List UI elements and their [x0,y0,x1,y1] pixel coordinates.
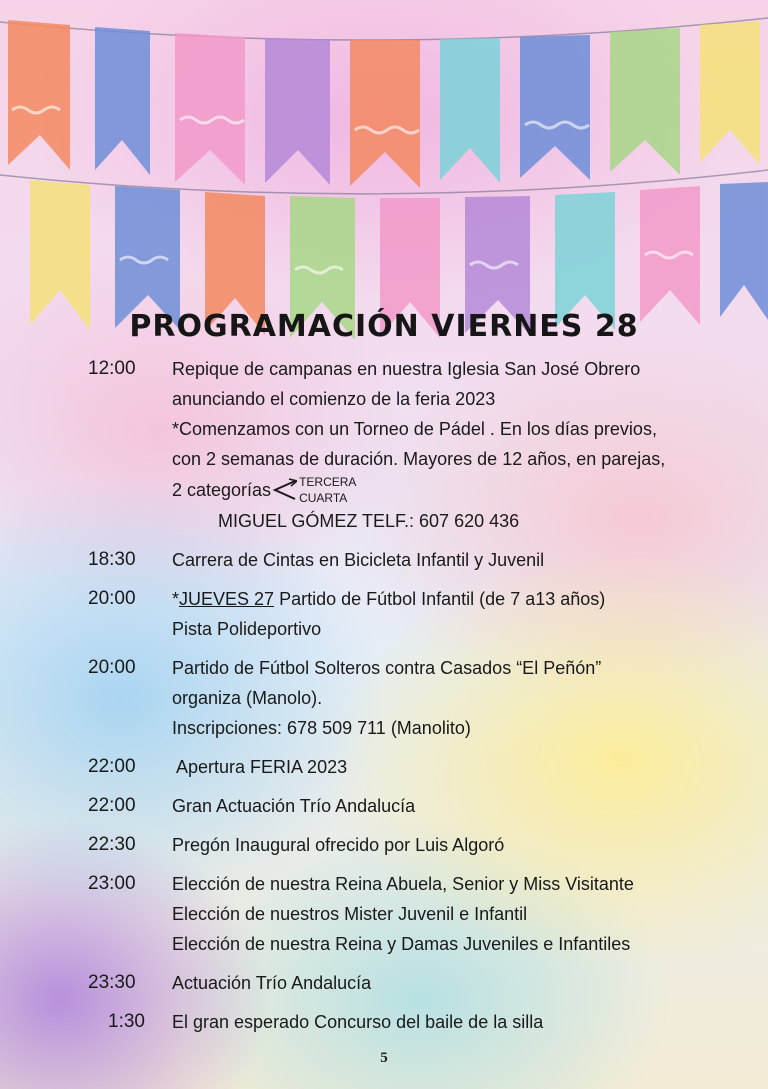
event-text: Inscripciones: 678 509 711 (Manolito) [172,718,471,739]
event-time: 22:30 [88,834,136,856]
contact-line: MIGUEL GÓMEZ TELF.: 607 620 436 [218,511,520,532]
event-text-asterisk: * [172,589,180,610]
event-time: 22:00 [88,756,136,778]
event-time: 23:00 [88,873,136,895]
event-text: Elección de nuestra Reina Abuela, Senior y Miss Visitante [172,874,634,895]
categories-line [172,474,748,506]
event-time: 1:30 [108,1011,145,1033]
event-text: Pregón Inaugural ofrecido por Luis Algoró [172,835,505,856]
bunting-decoration [0,0,768,340]
event-item [88,968,748,998]
event-text: *Comenzamos con un Torneo de Pádel . En los días previos, [172,419,657,439]
event-text: Elección de nuestros Mister Juvenil e Infantil [172,904,528,925]
category-option: TERCERA [299,475,357,490]
event-text: Elección de nuestra Reina y Damas Juveniles e Infantiles [172,934,631,955]
event-text: Carrera de Cintas en Bicicleta Infantil y Juvenil [172,550,545,571]
event-item [88,545,748,575]
categories-label: 2 categorías [172,480,272,501]
event-text: Repique de campanas en nuestra Iglesia San José Obrero [172,359,641,379]
event-time: 20:00 [88,657,136,679]
event-time: 20:00 [88,588,136,610]
event-item [88,584,748,644]
event-text: Pista Polideportivo [172,619,322,640]
category-option: CUARTA [299,491,348,506]
event-time: 18:30 [88,549,136,571]
event-text: Actuación Trío Andalucía [172,973,372,994]
event-text: Partido de Fútbol Solteros contra Casados “El Peñón” [172,658,602,679]
event-item [88,752,748,782]
event-time: 22:00 [88,795,136,817]
event-date-highlight: JUEVES 27 [179,589,275,610]
event-text-rest: Partido de Fútbol Infantil (de 7 a13 años) [274,589,606,610]
event-time: 23:30 [88,972,136,994]
event-text: Apertura FERIA 2023 [176,757,348,778]
page-title: PROGRAMACIÓN VIERNES 28 [129,309,639,344]
event-item [88,869,748,959]
page-number: 5 [380,1050,388,1066]
bracket-icon [271,475,297,505]
event-text: El gran esperado Concurso del baile de la silla [172,1012,544,1033]
event-item [88,653,748,743]
event-text: Gran Actuación Trío Andalucía [172,796,416,817]
event-time: 12:00 [88,358,136,379]
event-text: con 2 semanas de duración. Mayores de 12 años, en parejas, [172,449,666,469]
event-text [172,584,748,614]
event-text: organiza (Manolo). [172,688,323,709]
event-item [88,354,748,536]
event-item [88,1007,748,1037]
event-item [88,791,748,821]
event-text: anunciando el comienzo de la feria 2023 [172,389,496,409]
program-list [88,354,748,1046]
event-item [88,830,748,860]
